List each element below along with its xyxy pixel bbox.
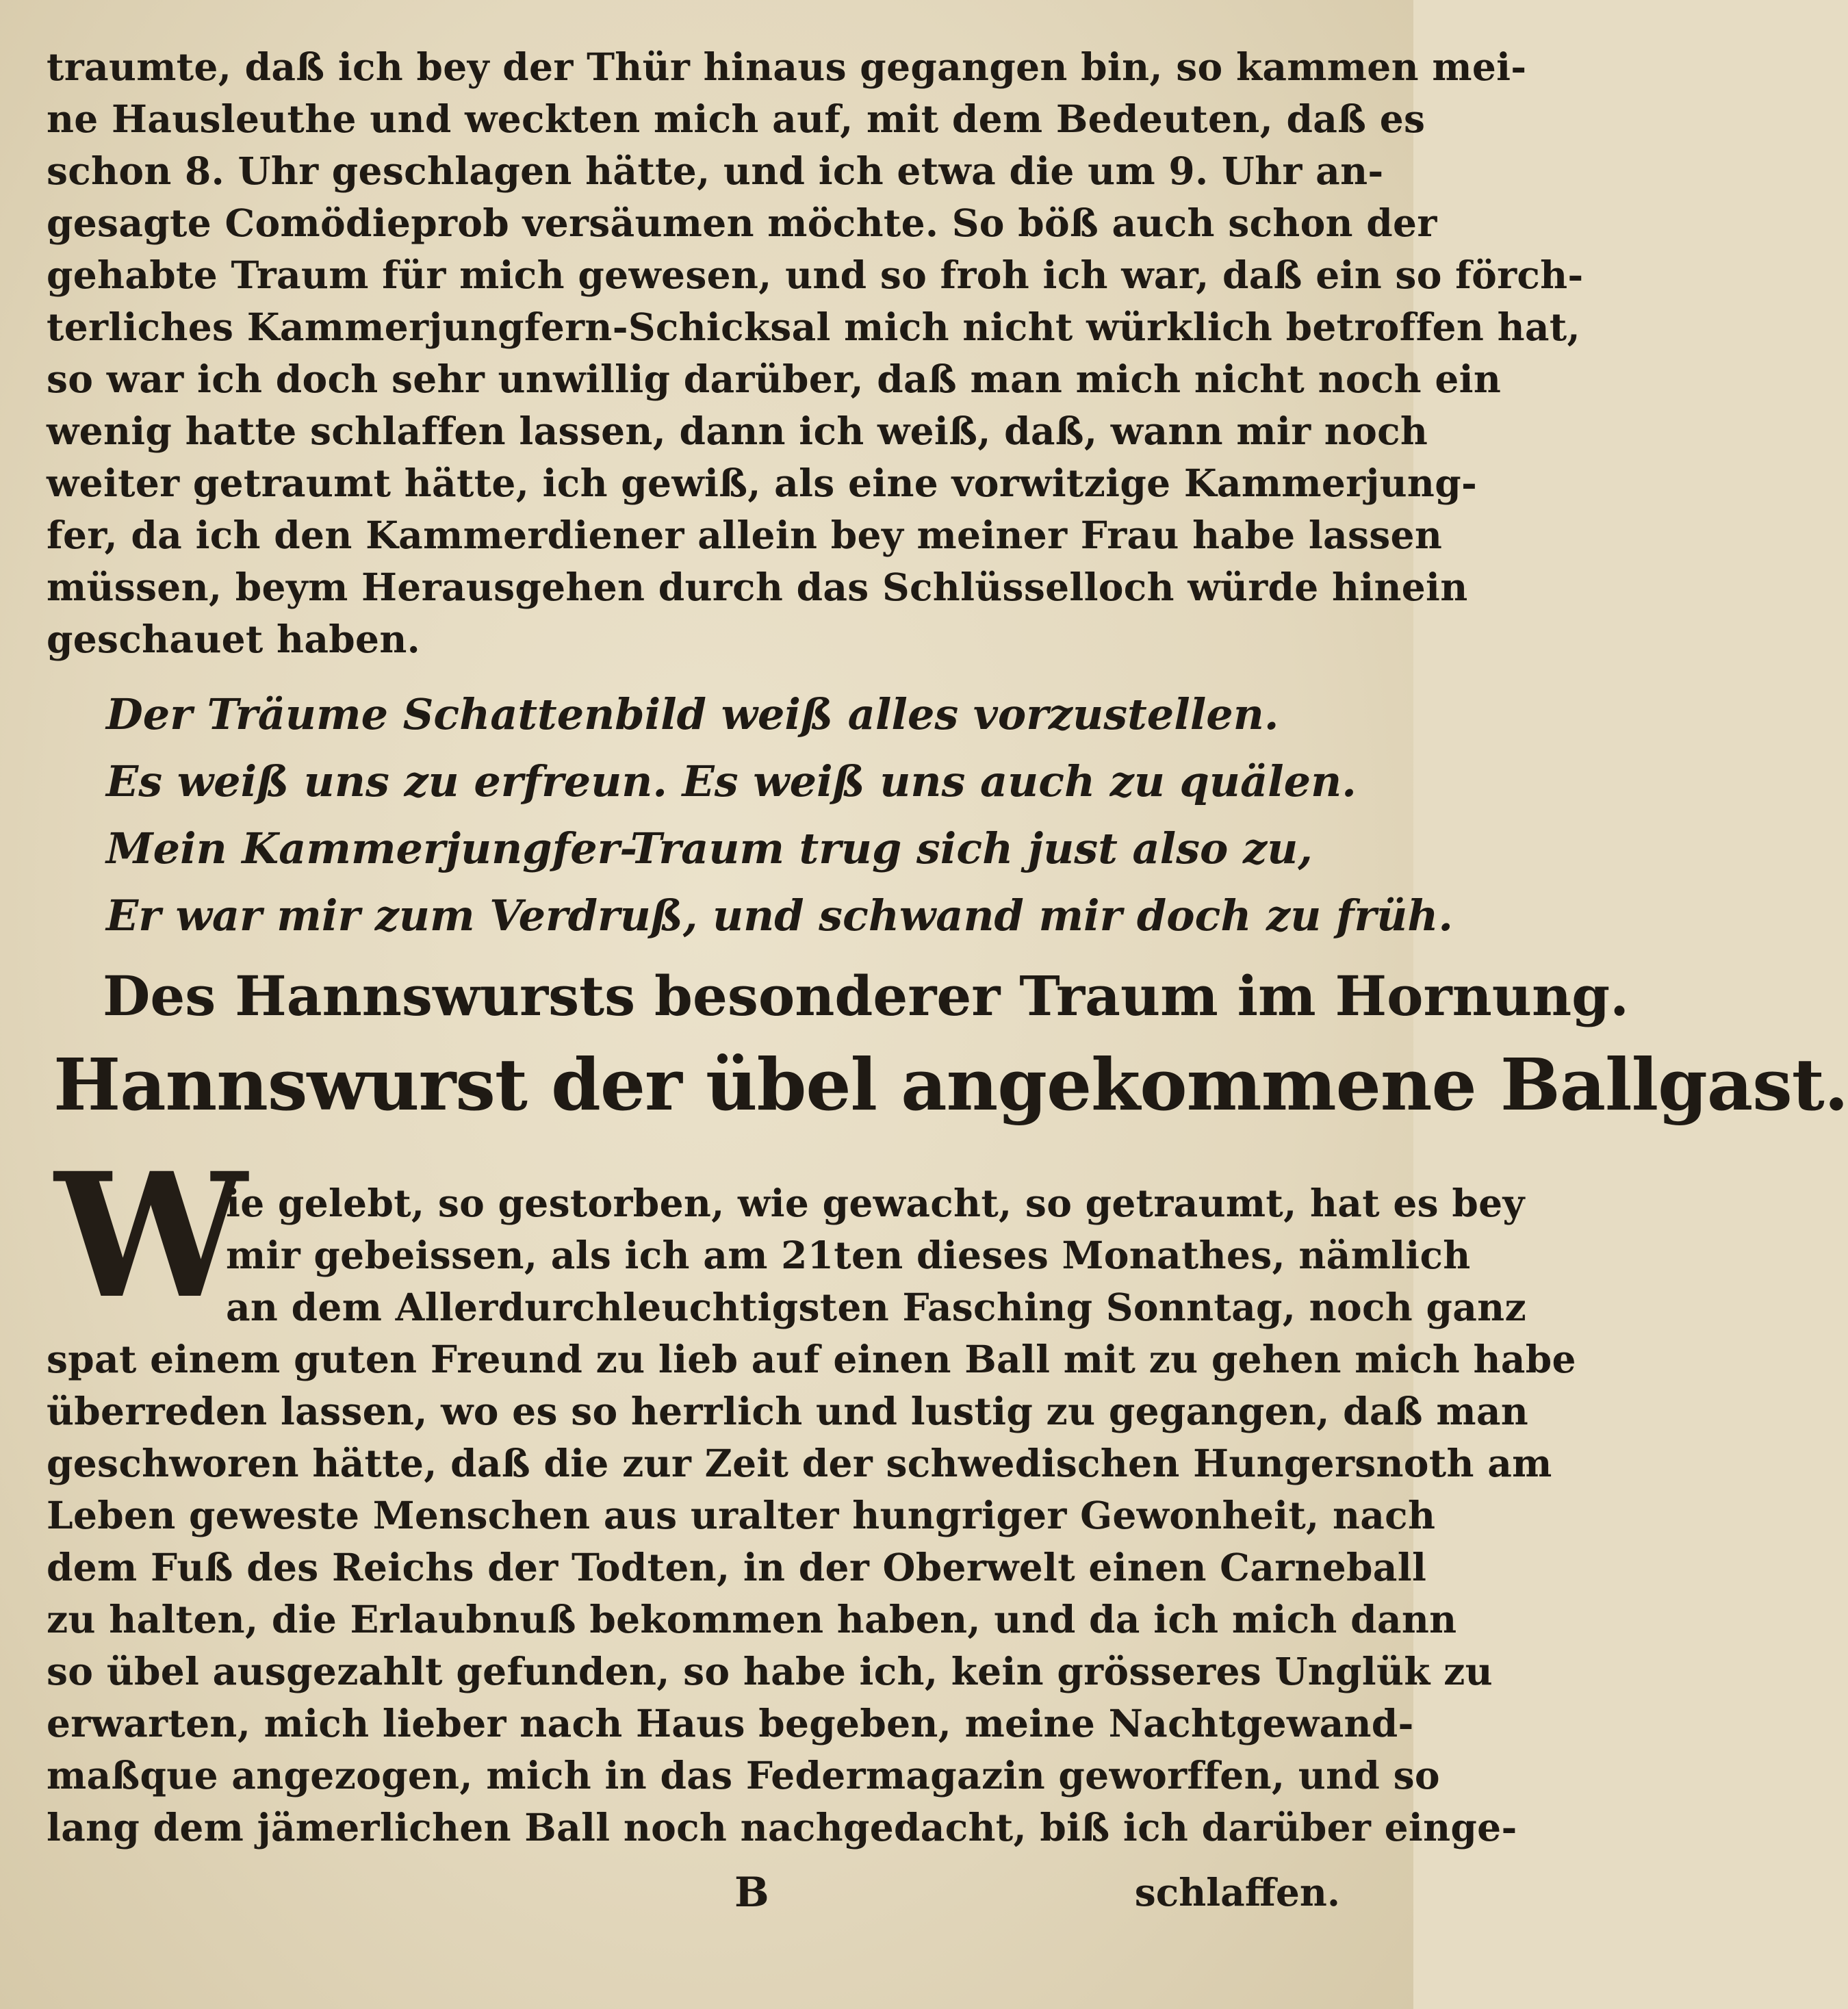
text-line: Leben geweste Menschen aus uralter hungriger Gewonheit, nach [47, 1493, 1436, 1537]
text-line: fer, da ich den Kammerdiener allein bey meiner Frau habe lassen [47, 513, 1443, 557]
text-line: so war ich doch sehr unwillig darüber, daß man mich nicht noch ein [47, 357, 1502, 401]
text-line: erwarten, mich lieber nach Haus begeben, meine Nachtgewand- [47, 1701, 1414, 1745]
signature-mark: B [734, 1869, 769, 1917]
text-line: dem Fuß des Reichs der Todten, in der Oberwelt einen Carneball [47, 1545, 1427, 1589]
text-line: wenig hatte schlaffen lassen, dann ich weiß, daß, wann mir noch [47, 409, 1428, 453]
paragraph-2-opening [226, 1177, 1526, 1333]
verse-line: Mein Kammerjungfer-Traum trug sich just also zu, [106, 823, 1313, 873]
text-line: so übel ausgezahlt gefunden, so habe ich, kein grösseres Unglük zu [47, 1649, 1493, 1693]
text-line: schon 8. Uhr geschlagen hätte, und ich etwa die um 9. Uhr an- [47, 149, 1384, 193]
verse-line: Der Träume Schattenbild weiß alles vorzustellen. [106, 689, 1279, 739]
verse-line: Es weiß uns zu erfreun. Es weiß uns auch zu quälen. [106, 756, 1357, 806]
text-line: ie gelebt, so gestorben, wie gewacht, so getraumt, hat es bey [226, 1181, 1525, 1225]
catchword: schlaffen. [1134, 1870, 1340, 1915]
text-line: überreden lassen, wo es so herrlich und lustig zu gegangen, daß man [47, 1389, 1529, 1433]
text-line: lang dem jämerlichen Ball noch nachgedacht, biß ich darüber einge- [47, 1805, 1517, 1850]
text-line: zu halten, die Erlaubnuß bekommen haben, und da ich mich dann [47, 1597, 1457, 1641]
text-line: traumte, daß ich bey der Thür hinaus gegangen bin, so kammen mei- [47, 44, 1527, 89]
text-line: gesagte Comödieprob versäumen möchte. So böß auch schon der [47, 201, 1437, 245]
paragraph-2 [47, 1333, 1576, 1854]
text-line: weiter getraumt hätte, ich gewiß, als eine vorwitzige Kammerjung- [47, 461, 1478, 505]
drop-cap: W [55, 1135, 247, 1336]
section-title: Hannswurst der übel angekommene Ballgast. [53, 1042, 1848, 1127]
text-line: müssen, beym Herausgehen durch das Schlüsselloch würde hinein [47, 565, 1468, 609]
paragraph-1 [47, 41, 1584, 665]
text-line: gehabte Traum für mich gewesen, und so froh ich war, daß ein so förch- [47, 253, 1584, 297]
text-line: mir gebeissen, als ich am 21ten dieses Monathes, nämlich [226, 1233, 1471, 1277]
text-line: spat einem guten Freund zu lieb auf einen Ball mit zu gehen mich habe [47, 1337, 1576, 1381]
text-line: terliches Kammerjungfern-Schicksal mich nicht würklich betroffen hat, [47, 305, 1580, 349]
verse-line: Er war mir zum Verdruß, und schwand mir doch zu früh. [106, 891, 1453, 940]
text-line: an dem Allerdurchleuchtigsten Fasching Sonntag, noch ganz [226, 1285, 1526, 1329]
text-line: ne Hausleuthe und weckten mich auf, mit dem Bedeuten, daß es [47, 97, 1426, 141]
text-line: geschauet haben. [47, 617, 421, 661]
text-line: geschworen hätte, daß die zur Zeit der schwedischen Hungersnoth am [47, 1441, 1552, 1485]
page-footer [47, 1865, 1368, 1920]
text-line: maßque angezogen, mich in das Federmagazin geworffen, und so [47, 1753, 1440, 1797]
verse-block [106, 681, 1453, 949]
section-heading: Des Hannswursts besonderer Traum im Hornung. [103, 964, 1629, 1028]
